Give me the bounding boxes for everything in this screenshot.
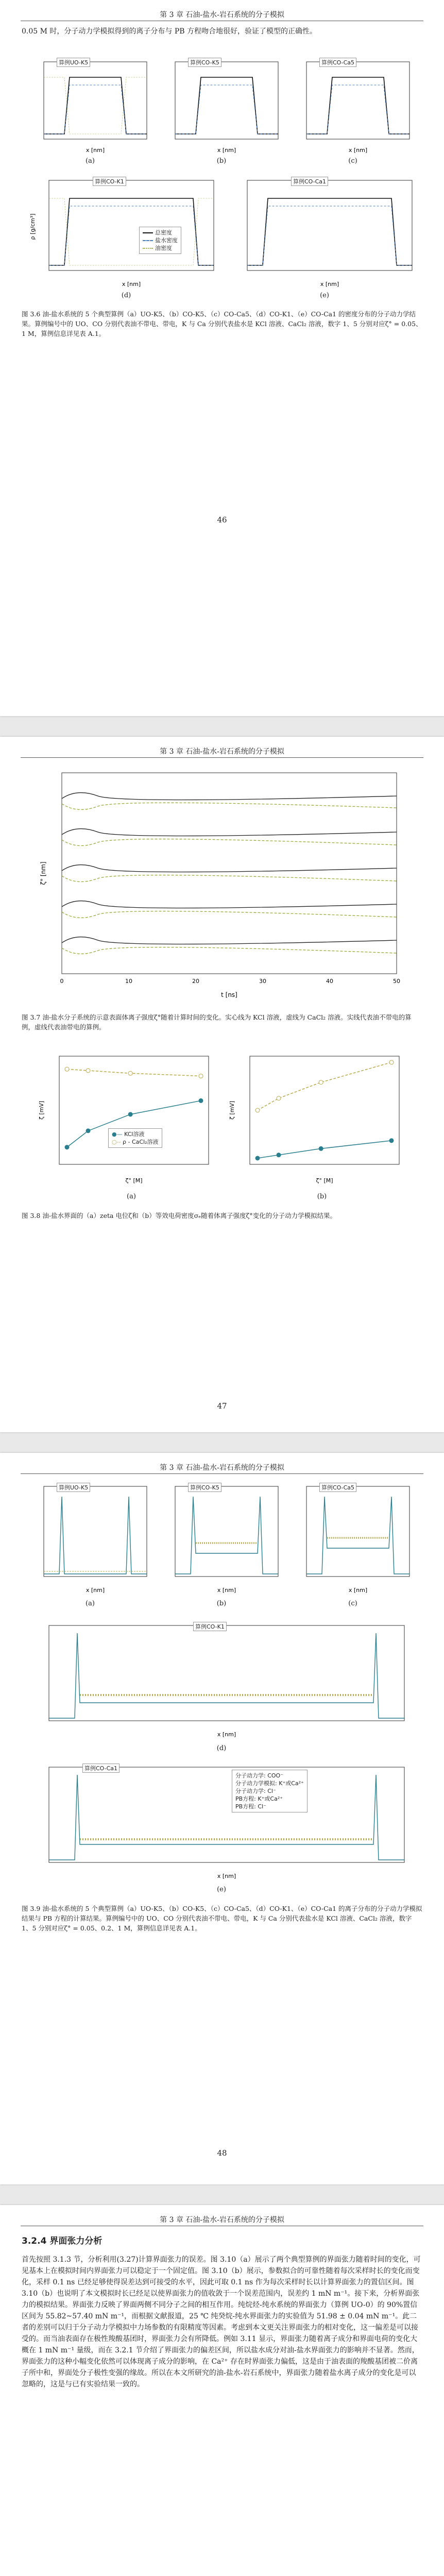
y-axis-label: ζ° [nm] xyxy=(40,861,47,885)
x-axis-label: x [nm] xyxy=(320,281,339,287)
density-plot-c xyxy=(291,57,415,160)
x-axis-label: x [nm] xyxy=(86,1587,105,1594)
density-plot-d xyxy=(28,175,219,294)
x-tick: 50 xyxy=(393,978,400,985)
page-49 xyxy=(0,2205,444,2576)
data-point xyxy=(128,1112,132,1116)
figure-caption: 图 3.6 油-盐水系统的 5 个典型算例（a）UO-K5、（b）CO-K5、（c）CO-Ca5、（d）CO-K1、（e）CO-Ca1 的密度分布的分子动力学结果。算例编号中的 UO、CO 分别代表油不带电、带电，K 与 Ca 分别代表盐水是 KCl 溶液、CaCl₂ 溶液，数字 1、5 分别对应ζ° = 0.05、1 M，算例信息详见表 A.1。 xyxy=(22,310,422,337)
x-axis-label: x [nm] xyxy=(217,147,236,154)
legend-item-total: 总密度 xyxy=(143,229,178,236)
plot-title-e: 算例CO-Ca1 xyxy=(291,177,328,186)
running-header: 第 3 章 石油-盐水-岩石系统的分子模拟 xyxy=(21,1458,423,1474)
ion-plot-a xyxy=(28,1481,152,1600)
sublabel-e: (e) xyxy=(320,292,329,299)
x-axis-label: ζ° [M] xyxy=(125,1177,143,1184)
page-number: 46 xyxy=(217,515,227,524)
data-point xyxy=(65,1145,69,1149)
sublabel-b: (b) xyxy=(216,1600,227,1607)
running-header xyxy=(21,5,423,21)
section-heading: 3.2.4 界面张力分析 xyxy=(22,2236,103,2246)
plot-title-a: 算例UO-K5 xyxy=(57,58,90,67)
x-tick: 10 xyxy=(125,978,132,985)
sublabel-b: (b) xyxy=(216,157,227,165)
plot-title-d: 算例CO-K1 xyxy=(193,1622,227,1631)
legend-item-brine: 盐水密度 xyxy=(143,236,178,244)
running-header: 第 3 章 石油-盐水-岩石系统的分子模拟 xyxy=(21,2210,423,2226)
x-axis-label: x [nm] xyxy=(86,147,105,154)
plot-title-b: 算例CO-K5 xyxy=(188,1483,221,1492)
x-tick: 20 xyxy=(192,978,199,985)
data-point xyxy=(86,1069,90,1073)
sublabel-d: (d) xyxy=(216,1744,227,1752)
page-48 xyxy=(0,1453,444,2184)
legend-item: 分子动力学模拟: K⁺或Ca²⁺ xyxy=(235,1780,304,1787)
x-axis-label: ζ° [M] xyxy=(316,1177,333,1184)
ion-plot-e xyxy=(28,1762,415,1886)
legend-item: PB方程: K⁺或Ca²⁺ xyxy=(235,1795,283,1802)
density-plot-e xyxy=(227,175,417,294)
legend-item-cacl2: ○-- ρ - CaCl₂溶液 xyxy=(112,1139,159,1145)
x-axis-label: x [nm] xyxy=(348,1587,368,1594)
data-point xyxy=(199,1098,203,1103)
legend-item: PB方程: Cl⁻ xyxy=(235,1803,266,1810)
data-point xyxy=(65,1067,69,1071)
legend-item: 分子动力学: COO⁻ xyxy=(235,1772,284,1779)
data-point xyxy=(319,1080,323,1084)
x-tick: 30 xyxy=(259,978,266,985)
x-axis-label: x [nm] xyxy=(217,1731,236,1738)
ionic-strength-plot xyxy=(36,768,407,1005)
sublabel-c: (c) xyxy=(348,1600,357,1607)
y-axis-label: ζ [mV] xyxy=(229,1100,235,1120)
data-point xyxy=(389,1139,394,1143)
legend-item-oil: 油密度 xyxy=(143,244,178,252)
data-point xyxy=(199,1074,203,1078)
zeta-potential-chart xyxy=(36,1051,216,1190)
page-46 xyxy=(0,0,444,716)
data-point xyxy=(128,1071,132,1075)
ion-plot-c xyxy=(291,1481,415,1600)
plot-title-b: 算例CO-K5 xyxy=(188,58,221,67)
x-tick: 0 xyxy=(60,978,64,985)
ion-plot-b xyxy=(160,1481,283,1600)
page-number: 48 xyxy=(217,2148,227,2158)
sublabel-d: (d) xyxy=(121,292,131,299)
data-point xyxy=(277,1153,281,1157)
plot-title-e: 算例CO-Ca1 xyxy=(82,1764,119,1773)
y-axis-label: ζ [mV] xyxy=(38,1100,45,1120)
x-axis-label: x [nm] xyxy=(217,1587,236,1594)
density-plot-b xyxy=(160,57,283,160)
plot-title-c: 算例CO-Ca5 xyxy=(319,58,356,67)
sublabel-c: (c) xyxy=(348,157,357,165)
legend-zeta xyxy=(108,1128,162,1148)
body-paragraph: 首先按照 3.1.3 节，分析利用(3.27)计算界面张力的误差。图 3.10（a）展示了两个典型算例的界面张力随着时间的变化，可见基本上在模拟时间内界面张力可以稳定于一个固定值。图 3.10（b）展示，参数拟合的可靠性随着每次采样时长的变化而变化，采样 0.1 ns 已经足够使得误差达到可接受的水平，因此可取 0.1 ns 作为每次采样时长以计算界面张力的置信区间。图 3.10（b）也说明了本文模拟时长已经足以使界面张力的值收敛于一个误差范围内，误差约 1 mN m⁻¹。接下来，分析界面张力的模拟结果。界面张力反映了界面两侧不同分子之间的相互作用。纯烷烃-纯水系统的界面张力（算例 UO-0）的 90%置信区间为 55.82~57.40 mN m⁻¹，而根据文献报道，25 ℃ 纯癸烷-纯水界面张力的实验值为 51.98 ± 0.04 mN m⁻¹。此二者的差别可以归于分子动力学模拟中力场参数的有限精度等因素。考虑到本文更关注界面张力的相对变化，这一偏差是可以接受的。而当油表面存在极性羧酸基团时，界面张力会有所降低。例如 3.11 显示，界面张力随着离子成分和界面电荷的变化大概在 1 mN m⁻¹ 量级，而在 3.2.1 节介绍了界面张力的偏差区间，所以盐水成分对油-盐水界面张力的影响并不显著。然而，界面张力的这种小幅变化依然可以体现离子成分的影响，在 Ca²⁺ 存在时界面张力偏低，这是由于油表面的羧酸基团被二价离子所中和，界面处分子极性变强的缘故。所以在本文所研究的油-盐水-岩石系统中，界面张力随着盐水离子成分的变化是可以忽略的，这是与已有实验结果一致的。 xyxy=(22,2256,421,2388)
legend-item: 分子动力学: Cl⁻ xyxy=(235,1788,276,1794)
data-point xyxy=(255,1156,260,1160)
x-axis-label: t [ns] xyxy=(221,991,237,998)
charge-density-chart xyxy=(227,1051,407,1190)
series-line xyxy=(258,1062,391,1110)
figure-caption-3-7: 图 3.7 油-盐水分子系统的示意表面体离子强度ζ°随着计算时间的变化。实心线为 KCl 溶液，虚线为 CaCl₂ 溶液。实线代表油不带电的算例，虚线代表油带电的算例。 xyxy=(22,1013,412,1031)
page-number: 47 xyxy=(217,1401,227,1411)
density-plot-a xyxy=(28,57,152,160)
data-point xyxy=(389,1060,394,1064)
ion-plot-d xyxy=(28,1620,415,1744)
data-point xyxy=(255,1108,260,1112)
running-header: 第 3 章 石油-盐水-岩石系统的分子模拟 xyxy=(21,742,423,758)
sublabel-a: (a) xyxy=(86,157,95,165)
x-axis-label: x [nm] xyxy=(348,147,368,154)
sublabel-a: (a) xyxy=(86,1600,95,1607)
x-tick: 40 xyxy=(326,978,333,985)
data-point xyxy=(319,1146,323,1150)
legend-item-kcl: ●— KCl溶液 xyxy=(112,1131,145,1138)
x-axis-label: x [nm] xyxy=(122,281,141,287)
legend-density xyxy=(139,227,181,254)
data-point xyxy=(86,1129,90,1133)
x-axis-label: x [nm] xyxy=(217,1873,236,1879)
plot-title-a: 算例UO-K5 xyxy=(57,1483,90,1492)
sublabel-e: (e) xyxy=(217,1886,226,1893)
sublabel-38a: (a) xyxy=(127,1193,136,1200)
figure-caption-3-8: 图 3.8 油-盐水界面的（a）zeta 电位ζ和（b）等效电荷密度σₑ随着体离子强度ζ°变化的分子动力学模拟结果。 xyxy=(22,1212,337,1219)
data-point xyxy=(277,1096,281,1100)
y-axis-label: ρ [g/cm³] xyxy=(29,213,36,240)
page-47 xyxy=(0,737,444,1432)
legend-ions xyxy=(232,1770,308,1812)
sublabel-38b: (b) xyxy=(317,1193,327,1200)
plot-title-d: 算例CO-K1 xyxy=(93,177,126,186)
figure-caption-3-9: 图 3.9 油-盐水系统的 5 个典型算例（a）UO-K5、（b）CO-K5、（c）CO-Ca5、（d）CO-K1、（e）CO-Ca1 的离子分布的分子动力学模拟结果与 PB 方程的计算结果。算例编号中的 UO、CO 分别代表油不带电、带电，K 与 Ca 分别代表盐水是 KCl 溶液、CaCl₂ 溶液，数字 1、5 分别对应ζ° = 0.05、0.2、1 M，算例信息详见表 A.1。 xyxy=(22,1905,422,1932)
plot-title-c: 算例CO-Ca5 xyxy=(319,1483,356,1492)
header-text: 第 3 章 石油-盐水-岩石系统的分子模拟 xyxy=(160,11,284,19)
intro-paragraph: 0.05 M 时，分子动力学模拟得到的离子分布与 PB 方程吻合地很好，验证了模型的正确性。 xyxy=(22,27,317,36)
